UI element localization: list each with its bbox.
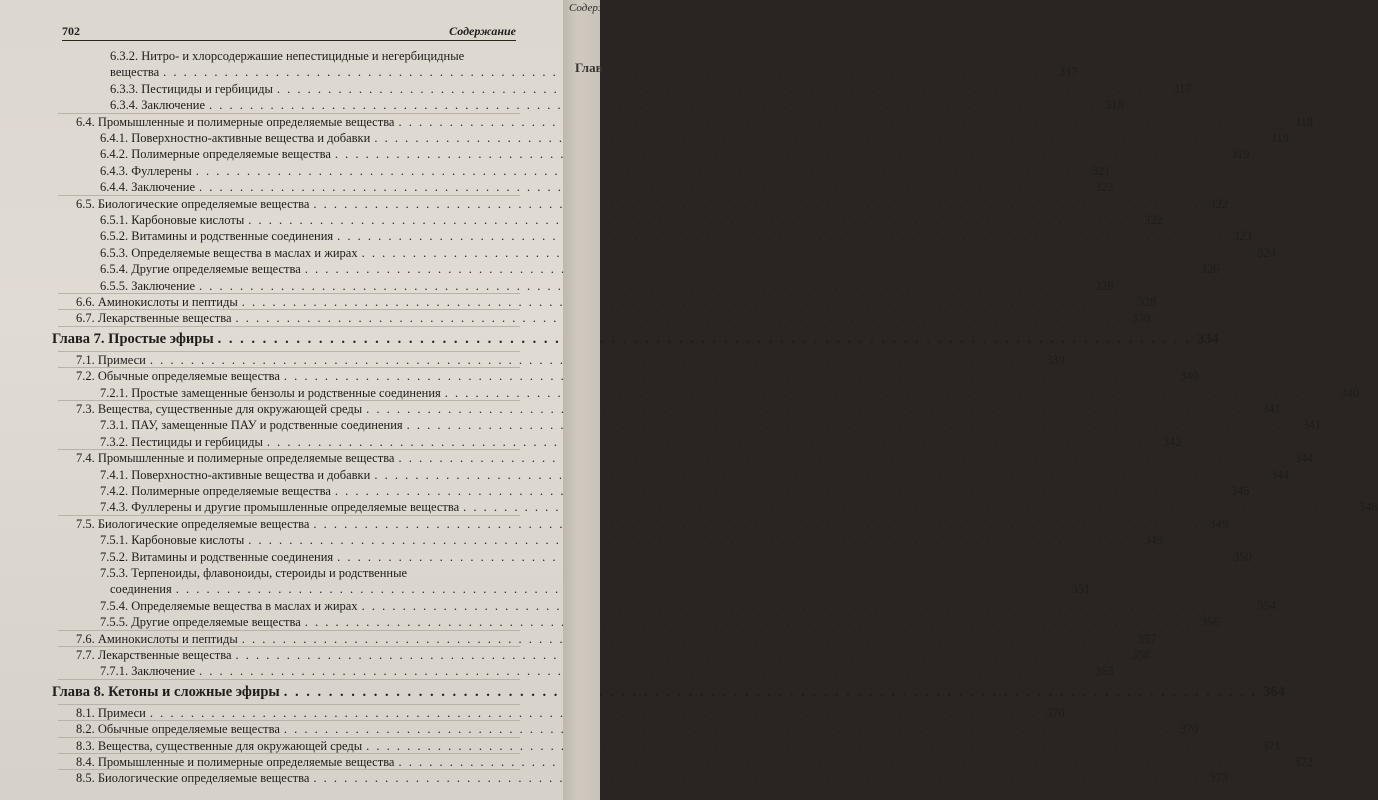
toc-entry — [100, 565, 517, 582]
toc-entry — [100, 146, 1250, 163]
toc-entry-page: 351 — [1071, 582, 1091, 597]
toc-entry-page: 341 — [1302, 418, 1322, 433]
toc-entry-label: 8.4. Промышленные и полимерные определяемые вещества — [76, 755, 395, 769]
toc-entry-page: 345 — [1230, 484, 1250, 498]
toc-entry — [100, 549, 1252, 566]
toc-entry-label: 6.5.3. Определяемые вещества в маслах и жирах — [100, 245, 358, 260]
dot-leader — [248, 532, 1135, 549]
toc-entry-label: 7.3.1. ПАУ, замещенные ПАУ и родственные соединения — [100, 418, 403, 433]
toc-entry-page: 344 — [1270, 467, 1289, 482]
toc-entry-label: 6.5.4. Другие определяемые вещества — [100, 262, 301, 277]
toc-entry-label: 7.6. Аминокислоты и пептиды — [76, 631, 238, 646]
adjacent-page-heading: Глав — [575, 60, 603, 75]
dot-leader — [335, 483, 1222, 500]
toc-entry-label: 7.7. Лекарственные вещества — [76, 648, 232, 662]
toc-entry-label: 7.5.1. Карбоновые кислоты — [100, 533, 245, 548]
toc-entry-label: 8.2. Обычные определяемые вещества — [76, 722, 280, 737]
toc-entry — [76, 516, 1229, 533]
toc-entry-label: 7.1. Примеси — [76, 352, 146, 367]
toc-entry-label: 7.5.5. Другие определяемые вещества — [100, 615, 301, 630]
dot-leader — [236, 647, 1123, 664]
toc-entry-page: 340 — [1179, 369, 1199, 384]
toc-entry — [100, 532, 1163, 549]
dot-leader — [362, 598, 1249, 615]
toc-entry — [100, 163, 1111, 180]
dot-leader — [335, 146, 1222, 163]
toc-entry — [76, 114, 1314, 131]
dot-leader — [398, 450, 1285, 467]
toc-entry-page: 356 — [1200, 615, 1220, 630]
toc-entry-page: 324 — [1257, 245, 1277, 260]
toc-entry — [76, 368, 1199, 385]
toc-entry-label: 7.4.1. Поверхностно-активные вещества и добавки — [100, 467, 371, 482]
page-number: 702 — [62, 24, 80, 38]
toc-entry-page: 341 — [1262, 402, 1281, 416]
toc-entry-page: 357 — [1137, 631, 1157, 646]
toc-entry-page: 342 — [1162, 434, 1182, 449]
toc-chapter-entry — [52, 683, 1285, 702]
toc-entry — [100, 212, 1163, 229]
dot-leader — [362, 245, 1249, 262]
toc-entry-label: 6.3.2. Нитро- и хлорсодержашие непестицидные и негербицидные — [110, 49, 465, 63]
dot-leader — [313, 516, 1200, 533]
toc-entry-page: 330 — [1131, 311, 1151, 326]
toc-entry-label: 7.5.4. Определяемые вещества в маслах и жирах — [100, 598, 358, 613]
toc-entry-label: 7.4.3. Фуллерены и другие промышленные определяемые вещества — [100, 500, 460, 515]
toc-entry-page: 350 — [1233, 549, 1252, 564]
toc-entry-page: 321 — [1091, 163, 1111, 178]
toc-entry-page: 319 — [1230, 147, 1250, 162]
toc-entry — [110, 81, 1192, 98]
dot-leader — [163, 64, 1050, 81]
toc-entry-label: 6.7. Лекарственные вещества — [76, 311, 232, 326]
toc-entry-label: 6.4. Промышленные и полимерные определяемые вещества — [76, 114, 395, 129]
toc-entry-label: вещества — [110, 65, 160, 80]
dot-leader — [374, 130, 1261, 147]
toc-entry-label: 7.5.3. Терпеноиды, флавоноиды, стероиды и родственные — [100, 566, 408, 580]
toc-entry — [76, 770, 1229, 787]
row-separator — [58, 326, 520, 327]
toc-entry-label: 6.5.5. Заключение — [100, 278, 195, 293]
toc-entry-page: 322 — [1144, 213, 1163, 227]
dot-leader — [176, 581, 1063, 598]
toc-entry-page: 334 — [1197, 330, 1219, 347]
toc-entry-label: 6.5. Биологические определяемые вещества — [76, 196, 310, 211]
toc-entry-page: 371 — [1262, 738, 1281, 753]
toc-entry-page: 339 — [1045, 352, 1065, 367]
toc-entry-label: 6.5.2. Витамины и родственные соединения — [100, 229, 334, 244]
toc-entry-page: 370 — [1179, 722, 1199, 737]
toc-entry-page: 319 — [1270, 131, 1289, 145]
toc-entry-label: Глава 7. Простые эфиры — [52, 330, 214, 347]
toc-entry-page: 317 — [1172, 81, 1192, 96]
toc-entry-page: 318 — [1104, 98, 1124, 113]
toc-entry-label: 6.4.2. Полимерные определяемые вещества — [100, 147, 331, 162]
toc-entry-label: 6.5.1. Карбоновые кислоты — [100, 213, 245, 227]
toc-entry-page: 318 — [1294, 114, 1314, 129]
dot-leader — [337, 549, 1224, 566]
dot-leader — [366, 401, 1253, 418]
toc-entry — [76, 647, 1151, 664]
toc-entry — [100, 245, 1277, 262]
toc-entry-page: 372 — [1294, 755, 1314, 769]
toc-entry-label: 7.5.2. Витамины и родственные соединения — [100, 549, 334, 564]
toc-entry — [76, 401, 1281, 418]
toc-entry-label: 7.3.2. Пестициды и гербициды — [100, 434, 263, 449]
toc-entry-label: 8.1. Примеси — [76, 705, 146, 720]
toc-entry-page: 328 — [1094, 278, 1114, 293]
dot-leader — [284, 368, 1171, 385]
page-header — [62, 26, 516, 41]
toc-entry-page: 322 — [1094, 180, 1114, 195]
toc-entry-page: 358 — [1131, 648, 1151, 662]
toc-entry-page: 349 — [1144, 533, 1163, 548]
toc-entry-page: 373 — [1209, 771, 1229, 786]
toc-entry-page: 364 — [1263, 683, 1285, 700]
toc-entry — [76, 196, 1229, 213]
toc-entry-label: 6.3.3. Пестициды и гербициды — [110, 81, 273, 96]
dot-leader — [305, 261, 1192, 278]
toc-entry-label: Глава 8. Кетоны и сложные эфиры — [52, 683, 280, 700]
toc-entry-page: 348 — [1359, 500, 1378, 515]
toc-entry — [100, 261, 1220, 278]
toc-entry-label: 8.3. Вещества, существенные для окружающей среды — [76, 738, 363, 753]
dot-leader — [407, 417, 1294, 434]
toc-entry-page: 326 — [1200, 262, 1220, 277]
toc-entry-page: 328 — [1137, 295, 1157, 309]
dot-leader — [284, 683, 1257, 702]
dot-leader — [196, 163, 1083, 180]
toc-entry-label: соединения — [110, 582, 172, 597]
toc-entry — [100, 598, 1277, 615]
toc-entry — [100, 130, 1289, 147]
toc-entry-label: 7.2. Обычные определяемые вещества — [76, 369, 280, 384]
adjacent-page-header: Содерж — [569, 2, 608, 14]
toc-entry-label: 6.3.4. Заключение — [110, 98, 205, 113]
toc-entry — [100, 483, 1250, 500]
toc-entry — [100, 417, 1322, 434]
toc-entry-page: 354 — [1257, 598, 1277, 613]
running-title: Содержание — [449, 24, 516, 38]
dot-leader — [218, 330, 1191, 349]
toc-entry — [100, 228, 1252, 245]
toc-entry-page: 322 — [1209, 196, 1229, 211]
toc-entry-label: 8.5. Биологические определяемые вещества — [76, 771, 310, 786]
toc-entry — [110, 581, 1091, 598]
toc-entry-page: 370 — [1045, 705, 1065, 720]
dot-leader — [313, 196, 1200, 213]
toc-entry-page: 363 — [1094, 664, 1114, 679]
toc-entry-page: 317 — [1059, 65, 1078, 80]
toc-entry-label: 7.4. Промышленные и полимерные определяемые вещества — [76, 451, 395, 466]
toc-entry-label: 6.4.4. Заключение — [100, 180, 195, 195]
toc-entry — [110, 48, 517, 65]
dot-leader — [398, 114, 1285, 131]
toc-entry-label: 6.4.3. Фуллерены — [100, 163, 192, 178]
toc-chapter-entry — [52, 330, 1219, 349]
dot-leader — [313, 770, 1200, 787]
toc-entry-page: 340 — [1340, 385, 1360, 400]
dot-leader — [277, 81, 1164, 98]
toc-entry — [100, 467, 1289, 484]
toc-entry-label: 7.5. Биологические определяемые вещества — [76, 516, 310, 531]
toc-entry-label: 6.4.1. Поверхностно-активные вещества и добавки — [100, 131, 371, 145]
dot-leader — [337, 228, 1224, 245]
toc-entry-label: 7.2.1. Простые замещенные бензолы и родственные соединения — [100, 385, 441, 400]
toc-entry-page: 323 — [1233, 229, 1252, 244]
row-separator — [58, 679, 520, 680]
toc-entry — [76, 450, 1314, 467]
dot-leader — [374, 467, 1261, 484]
adjacent-page-edge — [563, 0, 608, 800]
toc-entry-page: 349 — [1209, 516, 1229, 531]
toc-entry-label: 6.6. Аминокислоты и пептиды — [76, 295, 238, 309]
toc-entry-label: 7.3. Вещества, существенные для окружающей среды — [76, 402, 363, 416]
dot-leader — [398, 754, 1285, 771]
toc-entry-page: 344 — [1294, 451, 1314, 466]
dot-leader — [248, 212, 1135, 229]
toc-entry-label: 7.4.2. Полимерные определяемые вещества — [100, 484, 331, 498]
toc-entry-label: 7.7.1. Заключение — [100, 664, 195, 679]
